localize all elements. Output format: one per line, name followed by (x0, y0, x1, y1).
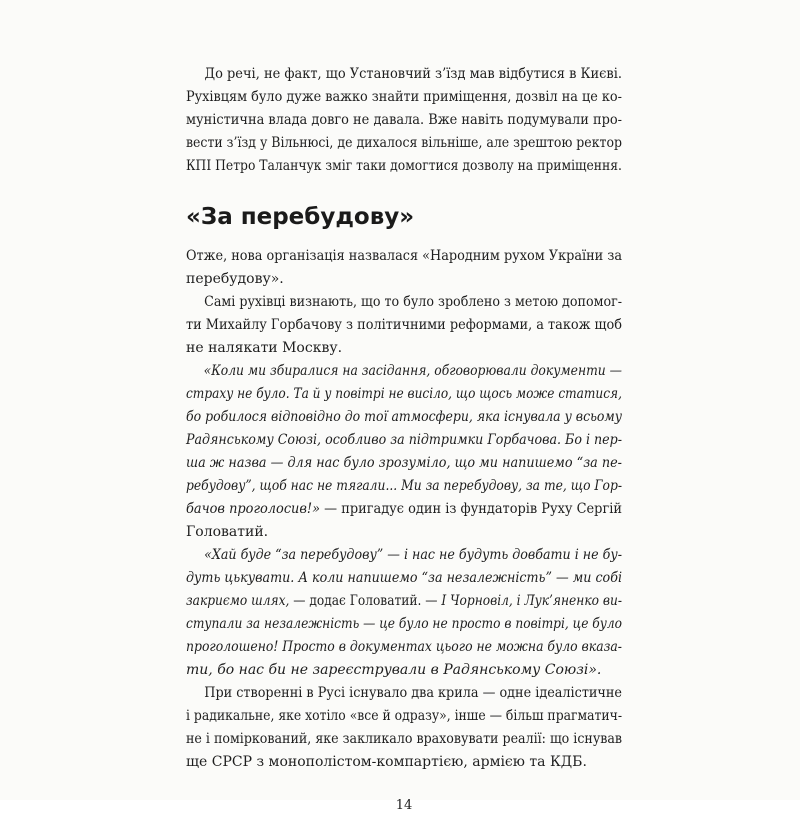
quote-line (186, 382, 622, 406)
line-text: перебудову». (186, 271, 284, 287)
attribution-text: — пригадує один із фундаторів Руху Сергій (320, 501, 623, 517)
line-text: ще СРСР з монополістом-компартією, армією та КДБ. (186, 754, 587, 770)
line-text: Рухівцям було дуже важко знайти приміщення, дозвіл на це ко- (186, 89, 622, 105)
page-number: 14 (395, 798, 413, 813)
line-text: страху не було. Та й у повітрі не висіло, що щось може статися, (186, 386, 622, 402)
line-text: ребудову”, щоб нас не тягали... Ми за перебудову, за те, що Гор- (186, 478, 623, 494)
quote-text-italic: бачов проголосив!» (186, 501, 321, 517)
attribution-text: — додає Головатий. — (289, 593, 442, 609)
quote-line (186, 658, 622, 682)
text-line (186, 750, 622, 774)
line-text: не налякати Москву. (186, 340, 343, 356)
text-line (186, 290, 623, 314)
section-heading: «За перебудову» (186, 204, 415, 230)
text-line (186, 681, 623, 705)
quote-text-italic: І Чорновіл, і Лук’яненко ви- (441, 593, 622, 609)
line-text: не і поміркований, яке закликало враховувати реалії: що існував (186, 731, 622, 747)
line-text: «Хай буде “за перебудову” — і нас не будуть довбати і не бу- (204, 547, 622, 563)
line-text: бо робилося відповідно до тої атмосфери, яка існувала у всьому (186, 409, 623, 425)
quote-line (186, 474, 623, 498)
line-text: Радянському Союзі, особливо за підтримки Горбачова. Бо і пер- (186, 432, 623, 448)
text-line (186, 727, 622, 751)
line-text: Самі рухівці визнають, що то було зроблено з метою допомог- (204, 294, 623, 310)
text-line (186, 704, 623, 728)
line-text: дуть цькувати. А коли напишемо “за незалежність” — ми собі (186, 570, 623, 586)
line-text: До речі, не факт, що Установчий з’їзд мав відбутися в Києві. (204, 66, 623, 82)
text-line (186, 62, 623, 86)
quote-line (186, 451, 623, 475)
quote-line (186, 566, 623, 590)
line-text: КПІ Петро Таланчук зміг таки домогтися дозволу на приміщення. (186, 158, 622, 174)
text-line (186, 336, 622, 360)
line-text: вести з’їзд у Вільнюсі, де дихалося вільніше, але зрештою ректор (186, 135, 622, 151)
line-text: і радикальне, яке хотіло «все й одразу», інше — більш прагматич- (186, 708, 623, 724)
line-text: При створенні в Русі існувало два крила — одне ідеалістичне (204, 685, 623, 701)
line-text: ти, бо нас би не зареєстрували в Радянському Союзі». (186, 662, 602, 678)
text-line (186, 267, 622, 291)
quote-line (186, 497, 623, 521)
quote-line (186, 612, 622, 636)
line-text: ти Михайлу Горбачову з політичними реформами, а також щоб (186, 317, 623, 333)
text-line (186, 85, 622, 109)
quote-line (186, 635, 622, 659)
line-text: муністична влада довго не давала. Вже навіть подумували про- (186, 112, 623, 128)
quote-line (186, 359, 623, 383)
text-line (186, 131, 622, 155)
quote-line (186, 589, 622, 613)
text-line (186, 313, 623, 337)
line-text: Отже, нова організація назвалася «Народним рухом України за (186, 248, 623, 264)
text-line (186, 244, 623, 268)
text-line (186, 108, 623, 132)
line-text: ступали за незалежність — це було не просто в повітрі, це було (186, 616, 622, 632)
text-line (186, 520, 622, 544)
line-text: проголошено! Просто в документах цього не можна було вказа- (186, 639, 622, 655)
line-text: ша ж назва — для нас було зрозуміло, що ми напишемо “за пе- (186, 455, 623, 471)
line-text: Головатий. (186, 524, 269, 540)
text-line (186, 154, 622, 178)
quote-text-italic: закриємо шлях, (186, 593, 290, 609)
line-text: «Коли ми збиралися на засідання, обговорювали документи — (203, 363, 623, 379)
quote-line (186, 428, 623, 452)
quote-line (186, 543, 622, 567)
quote-line (186, 405, 623, 429)
